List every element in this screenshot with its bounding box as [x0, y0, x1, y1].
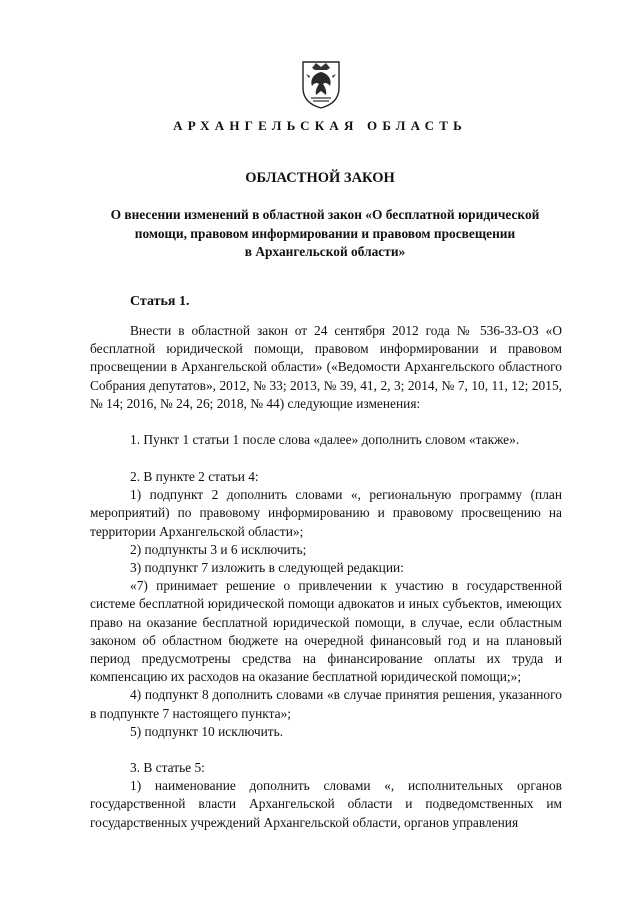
item-1-paragraph: 1. Пункт 1 статьи 1 после слова «далее» дополнить словом «также». [130, 432, 520, 447]
item-3-sub-1: 1) наименование дополнить словами «, исполнительных органов государственной власти Архангельской области и подведомственных им государственных учреждений Архангельской области, органов управления [90, 778, 562, 830]
law-title-line: О внесении изменений в областной закон «О бесплатной юридической [110, 207, 540, 222]
item-2-section [90, 468, 562, 741]
item-2-quote: «7) принимает решение о привлечении к участию в государственной системе бесплатной юридической помощи адвокатов и иных субъектов, имеющих право на оказание бесплатной юридической помощи, в случае, если областным законом об областном бюджете на очередной финансовый год и на плановый период предусмотрены средства на финансирование оплаты их труда и компенсацию их расходов на оказание бесплатной юридической помощи;»; [90, 578, 562, 685]
item-3-section [90, 759, 562, 832]
article-heading: Статья 1. [130, 294, 190, 309]
item-2-sub-3: 3) подпункт 7 изложить в следующей редакции: [130, 560, 404, 576]
item-2-heading: 2. В пункте 2 статьи 4: [130, 469, 259, 484]
item-2-sub-4: 4) подпункт 8 дополнить словами «в случае принятия решения, указанного в подпункте 7 настоящего пункта»; [90, 687, 562, 721]
law-title-line: в Архангельской области» [244, 244, 406, 259]
coat-of-arms-emblem-icon [300, 58, 342, 110]
law-title-line: помощи, правовом информировании и правовом просвещении [134, 225, 516, 241]
region-heading: АРХАНГЕЛЬСКАЯ ОБЛАСТЬ [173, 118, 467, 133]
law-type-heading: ОБЛАСТНОЙ ЗАКОН [245, 170, 395, 186]
item-1-section [90, 431, 562, 449]
law-title [90, 206, 560, 262]
item-2-sub-2: 2) подпункты 3 и 6 исключить; [130, 541, 307, 557]
intro-paragraph: Внести в областной закон от 24 сентября 2012 года № 536-33-ОЗ «О бесплатной юридической помощи, правовом информировании и правовом просвещении в Архангельской области» («Ведомости Архангельского областного Собрания депутатов», 2012, № 33; 2013, № 39, 41, 2, 3; 2014, № 7, 10, 11, 12; 2015, № 14; 2016, № 24, 26; 2018, № 44) следующие изменения: [90, 323, 562, 411]
item-2-sub-1: 1) подпункт 2 дополнить словами «, региональную программу (план мероприятий) по правовому информированию и правовому просвещению на территории Архангельской области»; [90, 487, 562, 539]
item-3-heading: 3. В статье 5: [130, 760, 205, 775]
intro-section [90, 322, 562, 413]
item-2-sub-5: 5) подпункт 10 исключить. [130, 723, 284, 739]
